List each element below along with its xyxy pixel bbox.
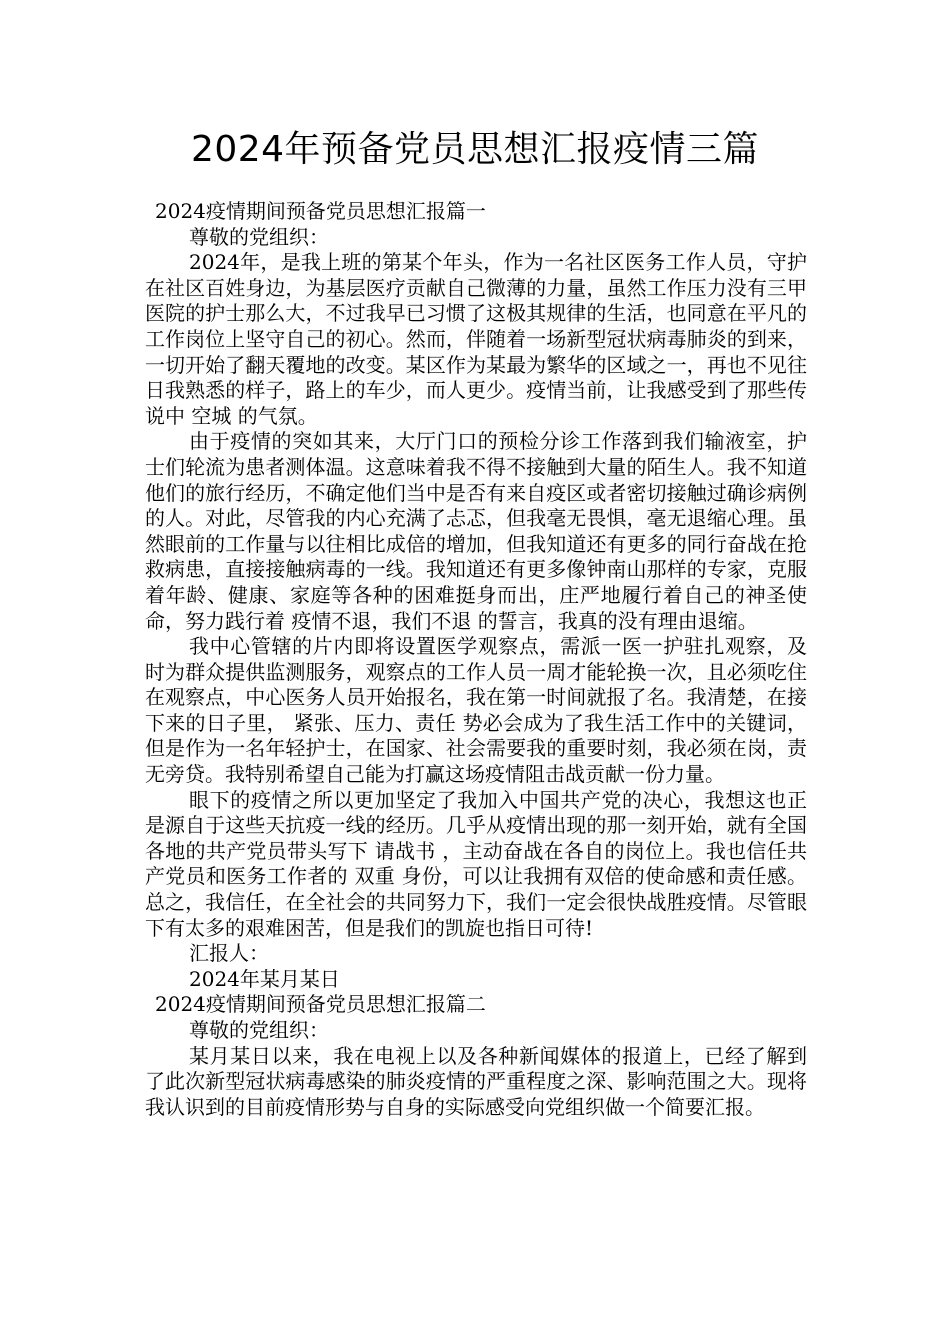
section-2-heading: 2024疫情期间预备党员思想汇报篇二 — [155, 992, 486, 1017]
section-1-paragraph-2: 由于疫情的突如其来，大厅门口的预检分诊工作落到我们输液室，护士们轮流为患者测体温。这意味着我不得不接触到大量的陌生人。我不知道他们的旅行经历，不确定他们当中是否有来自疫区或者密切接触过确诊病例的人。对此，尽管我的内心充满了忐忑，但我毫无畏惧，毫无退缩心理。虽然眼前的工作量与以往相比成倍的增加，但我知道还有更多的同行奋战在抢救病患，直接接触病毒的一线。我知道还有更多像钟南山那样的专家，克服着年龄、健康、家庭等各种的困难挺身而出，庄严地履行着自己的神圣使命，努力践行着 疫情不退，我们不退 的誓言，我真的没有理由退缩。 — [145, 429, 807, 633]
section-2-salutation: 尊敬的党组织： — [189, 1018, 329, 1042]
section-1-paragraph-3: 我中心管辖的片内即将设置医学观察点，需派一医一护驻扎观察，及时为群众提供监测服务，观察点的工作人员一周才能轮换一次，且必须吃住在观察点，中心医务人员开始报名，我在第一时间就报了名。我清楚，在接下来的日子里， 紧张、压力、责任 势必会成为了我生活工作中的关键词，但是作为一名年轻护士，在国家、社会需要我的重要时刻，我必须在岗，责无旁贷。我特别希望自己能为打赢这场疫情阻击战贡献一份力量。 — [145, 634, 807, 787]
section-1-paragraph-4: 眼下的疫情之所以更加坚定了我加入中国共产党的决心，我想这也正是源自于这些天抗疫一线的经历。几乎从疫情出现的那一刻开始，就有全国各地的共产党员带头写下 请战书 ，主动奋战在各自的岗位上。我也信任共产党员和医务工作者的 双重 身份，可以让我拥有双倍的使命感和责任感。总之，我信任，在全社会的共同努力下，我们一定会很快战胜疫情。尽管眼下有太多的艰难困苦，但是我们的凯旋也指日可待! — [145, 787, 807, 940]
document-body — [145, 199, 807, 1120]
reporter-label: 汇报人： — [189, 941, 269, 966]
section-1-salutation: 尊敬的党组织： — [189, 224, 329, 249]
section-2-paragraph-1: 某月某日以来，我在电视上以及各种新闻媒体的报道上，已经了解到了此次新型冠状病毒感染的肺炎疫情的严重程度之深、影响范围之大。现将我认识到的目前疫情形势与自身的实际感受向党组织做一个简要汇报。 — [145, 1043, 807, 1119]
document-title: 2024年预备党员思想汇报疫情三篇 — [190, 129, 760, 170]
section-1-paragraph-1: 2024年，是我上班的第某个年头，作为一名社区医务工作人员，守护在社区百姓身边，为基层医疗贡献自己微薄的力量，虽然工作压力没有三甲医院的护士那么大，不过我早已习惯了这极其规律的生活，也同意在平凡的工作岗位上坚守自己的初心。然而，伴随着一场新型冠状病毒肺炎的到来，一切开始了翻天覆地的改变。某区作为某最为繁华的区域之一，再也不见往日我熟悉的样子，路上的车少，而人更少。疫情当前，让我感受到了那些传说中 空城 的气氛。 — [145, 250, 807, 428]
report-date: 2024年某月某日 — [189, 966, 340, 991]
section-1-heading: 2024疫情期间预备党员思想汇报篇一 — [155, 199, 486, 223]
